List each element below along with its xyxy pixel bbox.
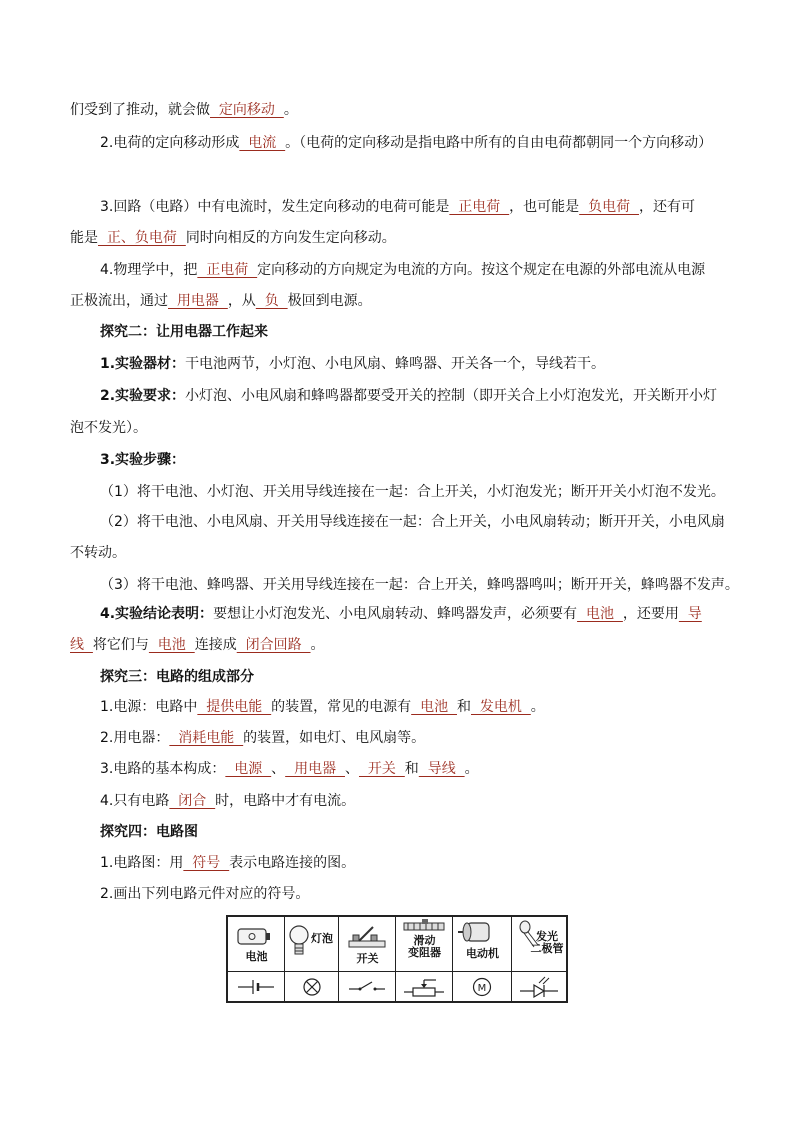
text-segment: 1.电路图：用 [100,855,184,871]
answer-blank: 电池 [411,699,457,715]
text-line [100,354,730,374]
component-label: 电池 [245,950,268,963]
text-segment: 时，电路中才有电流。 [215,793,356,809]
text-segment: 能是 [70,230,98,246]
text-line [100,791,730,811]
answer-blank: 定向移动 [210,102,284,118]
section-heading: 2.实验要求： [100,388,186,404]
text-segment: 3.电路的基本构成： [100,761,226,777]
battery-symbol-icon [228,972,285,1003]
text-line [100,133,730,153]
text-line [70,291,730,311]
text-segment: 1.电源：电路中 [100,699,198,715]
answer-blank: 负 [255,293,288,309]
text-segment: 们受到了推动，就会做 [70,102,210,118]
answer-blank: 消耗电能 [169,730,244,746]
answer-blank: 开关 [358,761,405,777]
text-segment: （2）将干电池、小电风扇、开关用导线连接在一起：合上开关，小电风扇转动；断开开关，小电风扇 [100,514,725,530]
text-segment: 。 [530,699,545,715]
table-cell-motor [453,917,512,972]
text-segment: 要想让小灯泡发光、小电风扇转动、蜂鸣器发声，必须要有 [213,606,578,622]
answer-blank: 用电器 [168,293,228,309]
text-segment: 、 [271,761,286,777]
switch-symbol-icon [339,972,396,1003]
text-segment: （1）将干电池、小灯泡、开关用导线连接在一起：合上开关，小灯泡发光；断开开关小灯泡不发光。 [100,484,725,500]
text-segment: 和 [456,699,471,715]
text-line [100,575,739,595]
text-segment: 的装置，如电灯、电风扇等。 [243,730,426,746]
answer-blank: 正电荷 [197,262,258,278]
table-cell-battery [228,917,285,972]
answer-blank: 电源 [225,761,272,777]
text-line [100,822,730,842]
text-line [100,604,730,624]
lamp-symbol-icon [285,972,339,1003]
answer-blank: 闭合 [169,793,216,809]
battery-icon [228,917,285,972]
motor-symbol-text: M [477,983,487,994]
text-line [70,100,730,120]
text-segment: 连接成 [194,637,237,653]
section-heading: 3.实验步骤： [100,452,186,468]
text-segment: 和 [404,761,419,777]
text-line [100,759,730,779]
component-symbol-table [226,915,568,1003]
text-segment: 3.回路（电路）中有电流时，发生定向移动的电荷可能是 [100,199,450,215]
answer-blank: 线 [70,637,93,653]
text-segment: 小灯泡、小电风扇和蜂鸣器都要受开关的控制（即开关合上小灯泡发光，开关断开小灯 [185,388,718,404]
text-segment: 。（电荷的定向移动是指电路中所有的自由电荷都朝同一个方向移动） [285,135,713,151]
text-segment: 2.电荷的定向移动形成 [100,135,240,151]
text-segment: 、 [344,761,359,777]
text-line [100,482,730,502]
text-segment: 同时向相反的方向发生定向移动。 [185,230,396,246]
text-segment: 正极流出，通过 [70,293,168,309]
text-segment: 不转动。 [70,545,126,561]
text-segment: 2.用电器： [100,730,170,746]
text-line [100,512,730,532]
section-heading: 4.实验结论表明： [100,606,214,622]
table-cell-lamp-symbol [285,972,339,1003]
text-segment: ，从 [227,293,256,309]
text-line [100,450,730,470]
section-heading: 探究三：电路的组成部分 [100,669,254,685]
table-cell-battery-symbol [228,972,285,1003]
table-cell-switch [339,917,396,972]
component-label: 电动机 [466,947,499,960]
answer-blank: 发电机 [470,699,531,715]
section-heading: 探究四：电路图 [100,824,198,840]
text-line [100,853,730,873]
text-line [70,228,730,248]
answer-blank: 符号 [183,855,230,871]
text-segment: 极回到电源。 [287,293,372,309]
motor-symbol-icon [453,972,512,1003]
text-segment: 定向移动的方向规定为电流的方向。按这个规定在电源的外部电流从电源 [257,262,706,278]
answer-blank: 闭合回路 [236,637,311,653]
rheostat-symbol-icon [396,972,453,1003]
answer-blank: 正、负电荷 [98,230,186,246]
text-line [100,197,730,217]
text-segment: （3）将干电池、蜂鸣器、开关用导线连接在一起：合上开关，蜂鸣器鸣叫；断开开关，蜂鸣器不发声。 [100,577,739,593]
table-cell-led [512,917,568,972]
answer-blank: 负电荷 [579,199,639,215]
text-line [100,667,730,687]
text-segment: 表示电路连接的图。 [229,855,356,871]
text-segment: 将它们与 [92,637,149,653]
text-segment: 的装置，常见的电源有 [271,699,412,715]
text-line [70,543,730,563]
text-segment: 。 [283,102,298,118]
component-label: 开关 [356,952,379,965]
text-line [70,635,730,655]
text-segment: 干电池两节，小灯泡、小电风扇、蜂鸣器、开关各一个，导线若干。 [185,356,606,372]
text-line [100,884,730,904]
component-label: 滑动 变阻器 [408,934,441,959]
text-segment: 。 [310,637,325,653]
table-cell-bulb [285,917,339,972]
text-line [100,322,730,342]
text-line [100,260,730,280]
answer-blank: 电池 [577,606,623,622]
component-label: 灯泡 [311,932,333,945]
text-segment: ，也可能是 [509,199,580,215]
answer-blank: 正电荷 [449,199,510,215]
component-label: 发光 二极管 [530,930,564,955]
table-cell-rheostat [396,917,453,972]
text-line [100,386,730,406]
led-symbol-icon [512,972,568,1003]
text-segment: 泡不发光）。 [70,420,147,436]
table-cell-rheostat-symbol [396,972,453,1003]
text-segment: 。 [464,761,479,777]
text-line [70,418,730,438]
table-cell-switch-symbol [339,972,396,1003]
text-line [100,728,730,748]
table-cell-motor-symbol [453,972,512,1003]
text-line [100,697,730,717]
answer-blank: 电池 [148,637,195,653]
text-segment: 4.物理学中，把 [100,262,198,278]
text-segment: 2.画出下列电路元件对应的符号。 [100,886,310,902]
section-heading: 1.实验器材： [100,356,186,372]
answer-blank: 用电器 [285,761,345,777]
answer-blank: 电流 [239,135,286,151]
table-cell-led-symbol [512,972,568,1003]
text-segment: 4.只有电路 [100,793,170,809]
answer-blank: 提供电能 [197,699,272,715]
answer-blank: 导 [678,606,702,622]
motor-icon [453,917,512,972]
answer-blank: 导线 [418,761,465,777]
text-segment: ，还要用 [622,606,679,622]
text-segment: ，还有可 [638,199,695,215]
section-heading: 探究二：让用电器工作起来 [100,324,268,340]
